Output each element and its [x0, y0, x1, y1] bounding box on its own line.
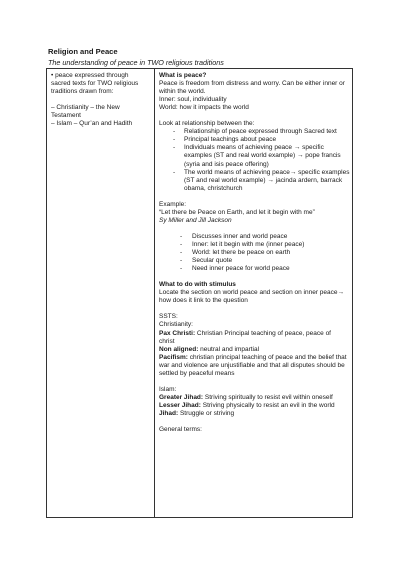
- term: Pacifism:: [159, 353, 188, 361]
- spacer: [159, 418, 351, 426]
- syllabus-line: traditions drawn from:: [51, 88, 114, 95]
- stimulus-line: how does it link to the question: [159, 297, 248, 305]
- document-subtitle: The understanding of peace in TWO religious traditions: [48, 58, 224, 67]
- dash-bullet-icon: -: [173, 128, 176, 136]
- example-item: [159, 249, 351, 257]
- syllabus-line: – Islam – Qur’an and Hadith: [51, 120, 133, 128]
- spacer: [159, 193, 351, 201]
- example-item: [159, 241, 351, 249]
- example-item: [159, 257, 351, 265]
- example-item: [159, 265, 351, 273]
- stimulus-line: Locate the section on world peace and section on inner peace→: [159, 289, 345, 297]
- list-item-text: The world means of achieving peace→ specific examples: [184, 168, 350, 176]
- definition-continued: christ: [159, 337, 175, 345]
- list-item-text: Individuals means of achieving peace → specific: [184, 144, 324, 152]
- what-is-peace-line: Inner: soul, individuality: [159, 96, 227, 104]
- spacer: [159, 112, 351, 120]
- dash-bullet-icon: -: [180, 249, 183, 257]
- syllabus-line: – Christianity – the New: [51, 104, 120, 112]
- list-item-text: Need inner peace for world peace: [192, 265, 290, 273]
- column-divider: [154, 69, 155, 517]
- list-item-text: Relationship of peace expressed through Sacred text: [184, 128, 337, 136]
- lesser-jihad-definition: [159, 402, 351, 410]
- term: Greater Jihad:: [159, 393, 204, 401]
- what-is-peace-line: World: how it impacts the world: [159, 104, 249, 112]
- what-is-peace-heading: What is peace?: [159, 72, 207, 79]
- definition: Christian Principal teaching of peace, peace of: [195, 329, 331, 337]
- example-item: [159, 233, 351, 241]
- ssts-label: SSTS:: [159, 313, 178, 321]
- dash-bullet-icon: -: [173, 144, 176, 152]
- list-item-text: Discusses inner and world peace: [192, 232, 288, 240]
- dash-bullet-icon: -: [173, 168, 176, 176]
- dash-bullet-icon: -: [180, 265, 183, 273]
- spacer: [159, 305, 351, 313]
- general-terms-label: General terms:: [159, 426, 202, 434]
- definition-continued: war and violence are unjustifiable and that all disputes should be: [159, 361, 345, 369]
- dash-bullet-icon: -: [180, 232, 183, 240]
- definition: Striving spiritually to resist evil within oneself: [203, 393, 333, 401]
- relationship-item: [159, 136, 351, 144]
- relationship-item: [159, 169, 351, 193]
- pacifism-definition: [159, 354, 351, 362]
- greater-jihad-definition: [159, 394, 351, 402]
- list-item-text: (syria and isis peace offering): [184, 160, 269, 168]
- list-item-text: Secular quote: [192, 257, 233, 265]
- list-item-text: World: let there be peace on earth: [192, 249, 291, 257]
- example-quote: “Let there be Peace on Earth, and let it begin with me”: [159, 208, 315, 216]
- definition: neutral and impartial: [198, 345, 260, 353]
- what-is-peace-line: within the world.: [159, 88, 206, 96]
- definition-continued: settled by peaceful means: [159, 369, 235, 377]
- example-label: Example:: [159, 200, 187, 208]
- non-aligned-definition: [159, 346, 351, 354]
- spacer: [159, 378, 351, 386]
- document-title: Religion and Peace: [48, 47, 118, 56]
- spacer: [51, 96, 151, 104]
- list-item-text: examples (ST and real world example) → pope francis: [184, 152, 341, 160]
- definition: Struggle or striving: [178, 409, 235, 417]
- term: Pax Christi:: [159, 329, 196, 337]
- spacer: [159, 273, 351, 281]
- definition: Striving physically to resist an evil in the world: [200, 401, 335, 409]
- syllabus-line: sacred texts for TWO religious: [51, 80, 139, 87]
- notes-column: [159, 72, 351, 434]
- syllabus-line: • peace expressed through: [51, 72, 129, 79]
- dash-bullet-icon: -: [180, 240, 183, 248]
- christianity-label: Christianity:: [159, 321, 193, 329]
- syllabus-column: [51, 72, 151, 128]
- list-item-text: Principal teachings about peace: [184, 136, 277, 144]
- what-is-peace-line: Peace is freedom from distress and worry. Can be either inner or: [159, 80, 345, 88]
- term: Non aligned:: [159, 345, 199, 353]
- list-item-text: Inner: let it begin with me (inner peace): [192, 240, 305, 248]
- islam-label: Islam:: [159, 385, 177, 393]
- term: Jihad:: [159, 409, 179, 417]
- list-item-text: obama, christchurch: [184, 184, 243, 192]
- relationship-intro: Look at relationship between the:: [159, 120, 255, 128]
- spacer: [159, 225, 351, 233]
- relationship-item: [159, 128, 351, 136]
- definition: christian principal teaching of peace and the belief that: [187, 353, 347, 361]
- pax-christi-definition: [159, 330, 351, 338]
- dash-bullet-icon: -: [180, 257, 183, 265]
- notes-table: [46, 68, 353, 518]
- stimulus-heading: What to do with stimulus: [159, 281, 236, 289]
- relationship-item: [159, 144, 351, 168]
- term: Lesser Jihad:: [159, 401, 201, 409]
- syllabus-line: Testament: [51, 112, 81, 120]
- list-item-text: (ST and real world example) → jacinda ardern, barrack: [184, 176, 343, 184]
- dash-bullet-icon: -: [173, 136, 176, 144]
- jihad-definition: [159, 410, 351, 418]
- example-authors: Sy Miller and Jill Jackson: [159, 216, 232, 224]
